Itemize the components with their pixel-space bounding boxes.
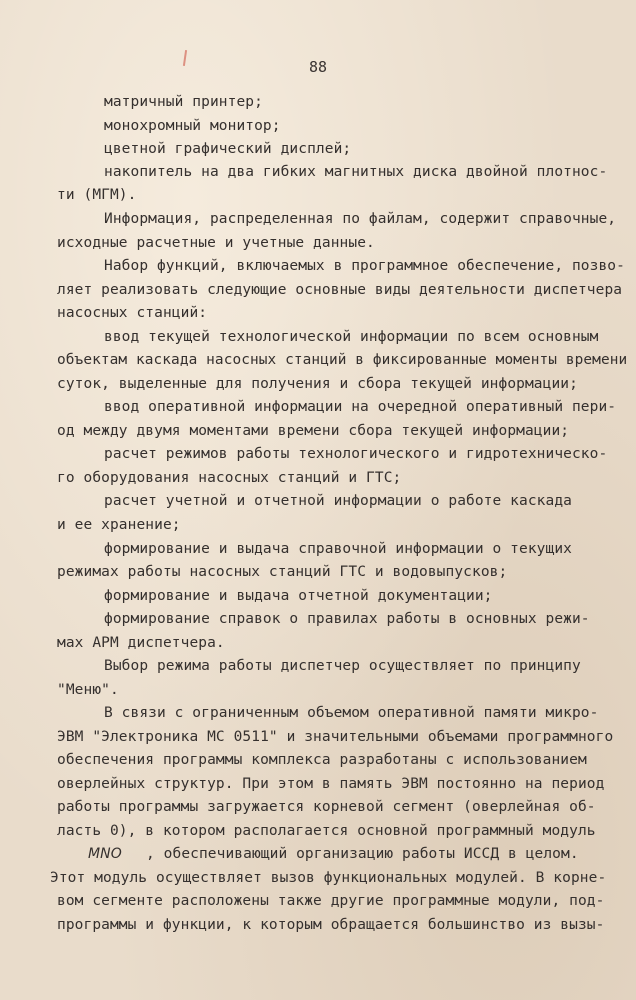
text-line: Этот модуль осуществляет вызов функциональных модулей. В корне- [50, 870, 607, 886]
text-line: ввод текущей технологической информации по всем основным [104, 329, 599, 345]
text-line: ЭВМ "Электроника МС 0511" и значительными объемами программного [57, 729, 614, 745]
text-line: режимах работы насосных станций ГТС и водовыпусков; [57, 564, 508, 580]
text-line: Выбор режима работы диспетчер осуществляет по принципу [104, 658, 581, 674]
text-line: суток, выделенные для получения и сбора текущей информации; [57, 376, 578, 392]
text-line: Информация, распределенная по файлам, содержит справочные, [104, 211, 617, 227]
text-line: матричный принтер; [104, 94, 263, 110]
text-line: го оборудования насосных станций и ГТС; [57, 470, 402, 486]
text-line: ти (МГМ). [57, 187, 137, 203]
text-line: Набор функций, включаемых в программное обеспечение, позво- [104, 258, 625, 274]
page-number: 88 [308, 58, 328, 76]
text-line: вом сегменте расположены также другие программные модули, под- [57, 893, 605, 909]
text-line: работы программы загружается корневой сегмент (оверлейная об- [57, 799, 596, 815]
text-line: В связи с ограниченным объемом оперативной памяти микро- [104, 705, 599, 721]
text-line: обеспечения программы комплекса разработаны с использованием [57, 752, 587, 768]
text-line: программы и функции, к которым обращается большинство из вызы- [57, 917, 605, 933]
text-line: ввод оперативной информации на очередной оперативный пери- [104, 399, 617, 415]
text-line: ляет реализовать следующие основные виды деятельности диспетчера [57, 282, 623, 298]
module-name: MNO [88, 846, 122, 862]
text-line: формирование и выдача справочной информации о текущих [104, 541, 572, 557]
text-line: накопитель на два гибких магнитных диска двойной плотнос- [104, 164, 608, 180]
text-line: монохромный монитор; [104, 118, 281, 134]
text-line: расчет учетной и отчетной информации о работе каскада [104, 493, 572, 509]
text-line: , обеспечивающий организацию работы ИССД в целом. [146, 846, 579, 862]
text-line: мах АРМ диспетчера. [57, 635, 225, 651]
text-line: исходные расчетные и учетные данные. [57, 235, 375, 251]
text-line: ласть 0), в котором располагается основной программный модуль [57, 823, 596, 839]
text-line: од между двумя моментами времени сбора текущей информации; [57, 423, 570, 439]
text-line: насосных станций: [57, 305, 208, 321]
text-line: формирование и выдача отчетной документации; [104, 588, 493, 604]
text-line: и ее хранение; [57, 517, 181, 533]
text-line: формирование справок о правилах работы в основных режи- [104, 611, 590, 627]
text-line: оверлейных структур. При этом в память ЭВМ постоянно на период [57, 776, 605, 792]
text-line: "Меню". [57, 682, 119, 698]
text-line: цветной графический дисплей; [104, 141, 352, 157]
text-line: объектам каскада насосных станций в фиксированные моменты времени [57, 352, 628, 368]
text-line: расчет режимов работы технологического и гидротехническо- [104, 446, 608, 462]
